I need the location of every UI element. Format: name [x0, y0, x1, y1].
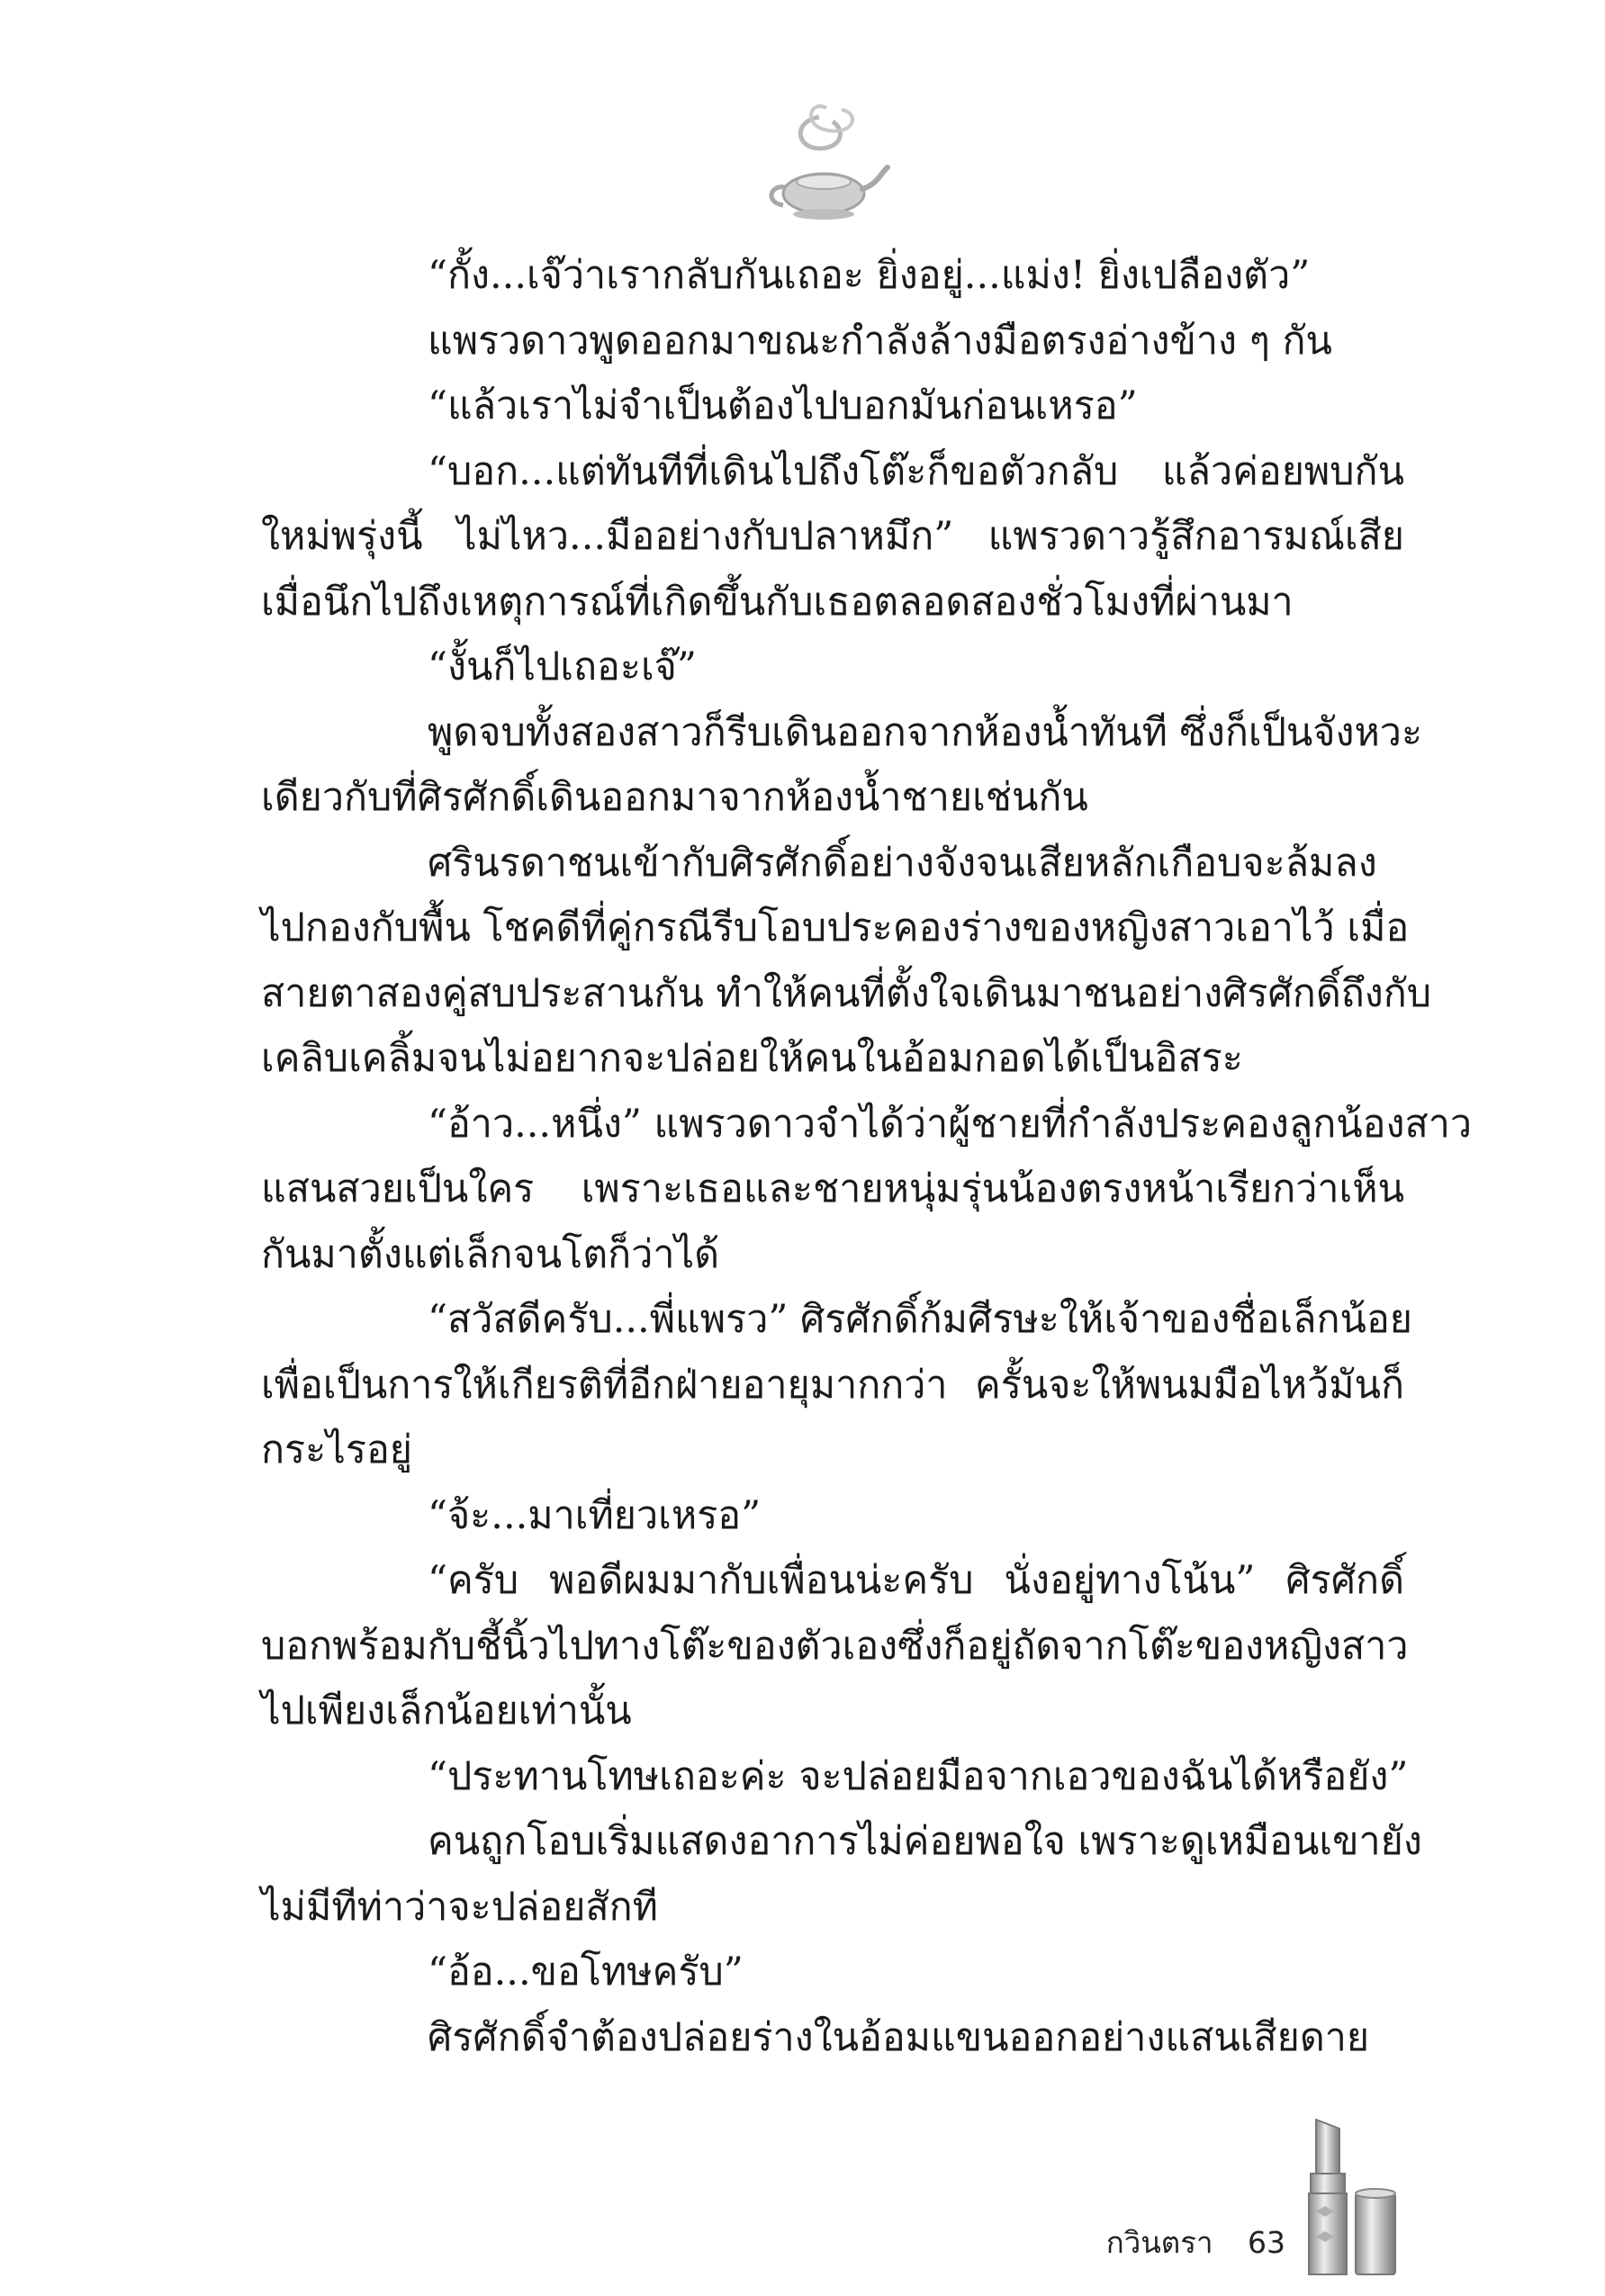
text-line: ศรินรดาชนเข้ากับศิรศักดิ์อย่างจังจนเสียหลักเกือบจะล้มลง	[428, 840, 1377, 886]
text-line: สายตาสองคู่สบประสานกัน ทำให้คนที่ตั้งใจเดินมาชนอย่างศิรศักดิ์ถึงกับ	[261, 970, 1432, 1016]
teapot-ornament-icon	[756, 99, 891, 234]
page-footer	[1106, 2219, 1285, 2266]
text-line: ไม่มีทีท่าว่าจะปล่อยสักที	[261, 1884, 659, 1930]
text-line: เคลิบเคลิ้มจนไม่อยากจะปล่อยให้คนในอ้อมกอดได้เป็นอิสระ	[261, 1036, 1243, 1081]
text-line: กันมาตั้งแต่เล็กจนโตก็ว่าได้	[261, 1231, 720, 1277]
text-line: บอกพร้อมกับชี้นิ้วไปทางโต๊ะของตัวเองซึ่งก็อยู่ถัดจากโต๊ะของหญิงสาว	[261, 1623, 1409, 1669]
text-line: ไปกองกับพื้น โชคดีที่คู่กรณีรีบโอบประคองร่างของหญิงสาวเอาไว้ เมื่อ	[261, 905, 1410, 950]
text-line: เมื่อนึกไปถึงเหตุการณ์ที่เกิดขึ้นกับเธอตลอดสองชั่วโมงที่ผ่านมา	[261, 579, 1294, 625]
text-line: “อ้าว...หนึ่ง” แพรวดาวจำได้ว่าผู้ชายที่กำลังประคองลูกน้องสาว	[428, 1101, 1472, 1147]
text-line: ศิรศักดิ์จำต้องปล่อยร่างในอ้อมแขนออกอย่างแสนเสียดาย	[428, 2014, 1370, 2060]
text-line: เดียวกับที่ศิรศักดิ์เดินออกมาจากห้องน้ำชายเช่นกัน	[261, 775, 1088, 820]
lipstick-icon	[1296, 2111, 1404, 2282]
text-line: ไปเพียงเล็กน้อยเท่านั้น	[261, 1688, 632, 1733]
text-line: “จ้ะ...มาเที่ยวเหรอ”	[428, 1492, 762, 1538]
text-line: “บอก...แต่ทันทีที่เดินไปถึงโต๊ะก็ขอตัวกลับ แล้วค่อยพบกัน	[428, 448, 1404, 494]
text-line: “อ้อ...ขอโทษครับ”	[428, 1949, 744, 1994]
text-line: กระไรอยู่	[261, 1427, 412, 1472]
text-line: “ประทานโทษเถอะค่ะ จะปล่อยมือจากเอวของฉันได้หรือยัง”	[428, 1753, 1409, 1799]
text-line: แพรวดาวพูดออกมาขณะกำลังล้างมือตรงอ่างข้าง ๆ กัน	[428, 318, 1332, 364]
text-line: พูดจบทั้งสองสาวก็รีบเดินออกจากห้องน้ำทันที ซึ่งก็เป็นจังหวะ	[428, 709, 1423, 755]
page-number: 63	[1248, 2225, 1285, 2260]
text-line: “แล้วเราไม่จำเป็นต้องไปบอกมันก่อนเหรอ”	[428, 383, 1138, 428]
body-text	[261, 243, 1472, 2070]
book-title: กวินตรา	[1105, 2225, 1213, 2260]
text-line: “ครับ พอดีผมมากับเพื่อนน่ะครับ นั่งอยู่ทางโน้น” ศิรศักดิ์	[428, 1558, 1404, 1603]
text-line: คนถูกโอบเริ่มแสดงอาการไม่ค่อยพอใจ เพราะดูเหมือนเขายัง	[428, 1819, 1422, 1864]
text-line: “กั้ง...เจ๊ว่าเรากลับกันเถอะ ยิ่งอยู่...แม่ง! ยิ่งเปลืองตัว”	[428, 253, 1311, 298]
text-line: แสนสวยเป็นใคร เพราะเธอและชายหนุ่มรุ่นน้องตรงหน้าเรียกว่าเห็น	[261, 1166, 1404, 1211]
text-line: “สวัสดีครับ...พี่แพรว” ศิรศักดิ์ก้มศีรษะให้เจ้าของชื่อเล็กน้อย	[428, 1297, 1412, 1342]
text-line: เพื่อเป็นการให้เกียรติที่อีกฝ่ายอายุมากกว่า ครั้นจะให้พนมมือไหว้มันก็	[261, 1362, 1404, 1408]
text-line: “งั้นก็ไปเถอะเจ๊”	[428, 644, 697, 689]
text-line: ใหม่พรุ่งนี้ ไม่ไหว...มืออย่างกับปลาหมึก” แพรวดาวรู้สึกอารมณ์เสีย	[261, 514, 1404, 559]
